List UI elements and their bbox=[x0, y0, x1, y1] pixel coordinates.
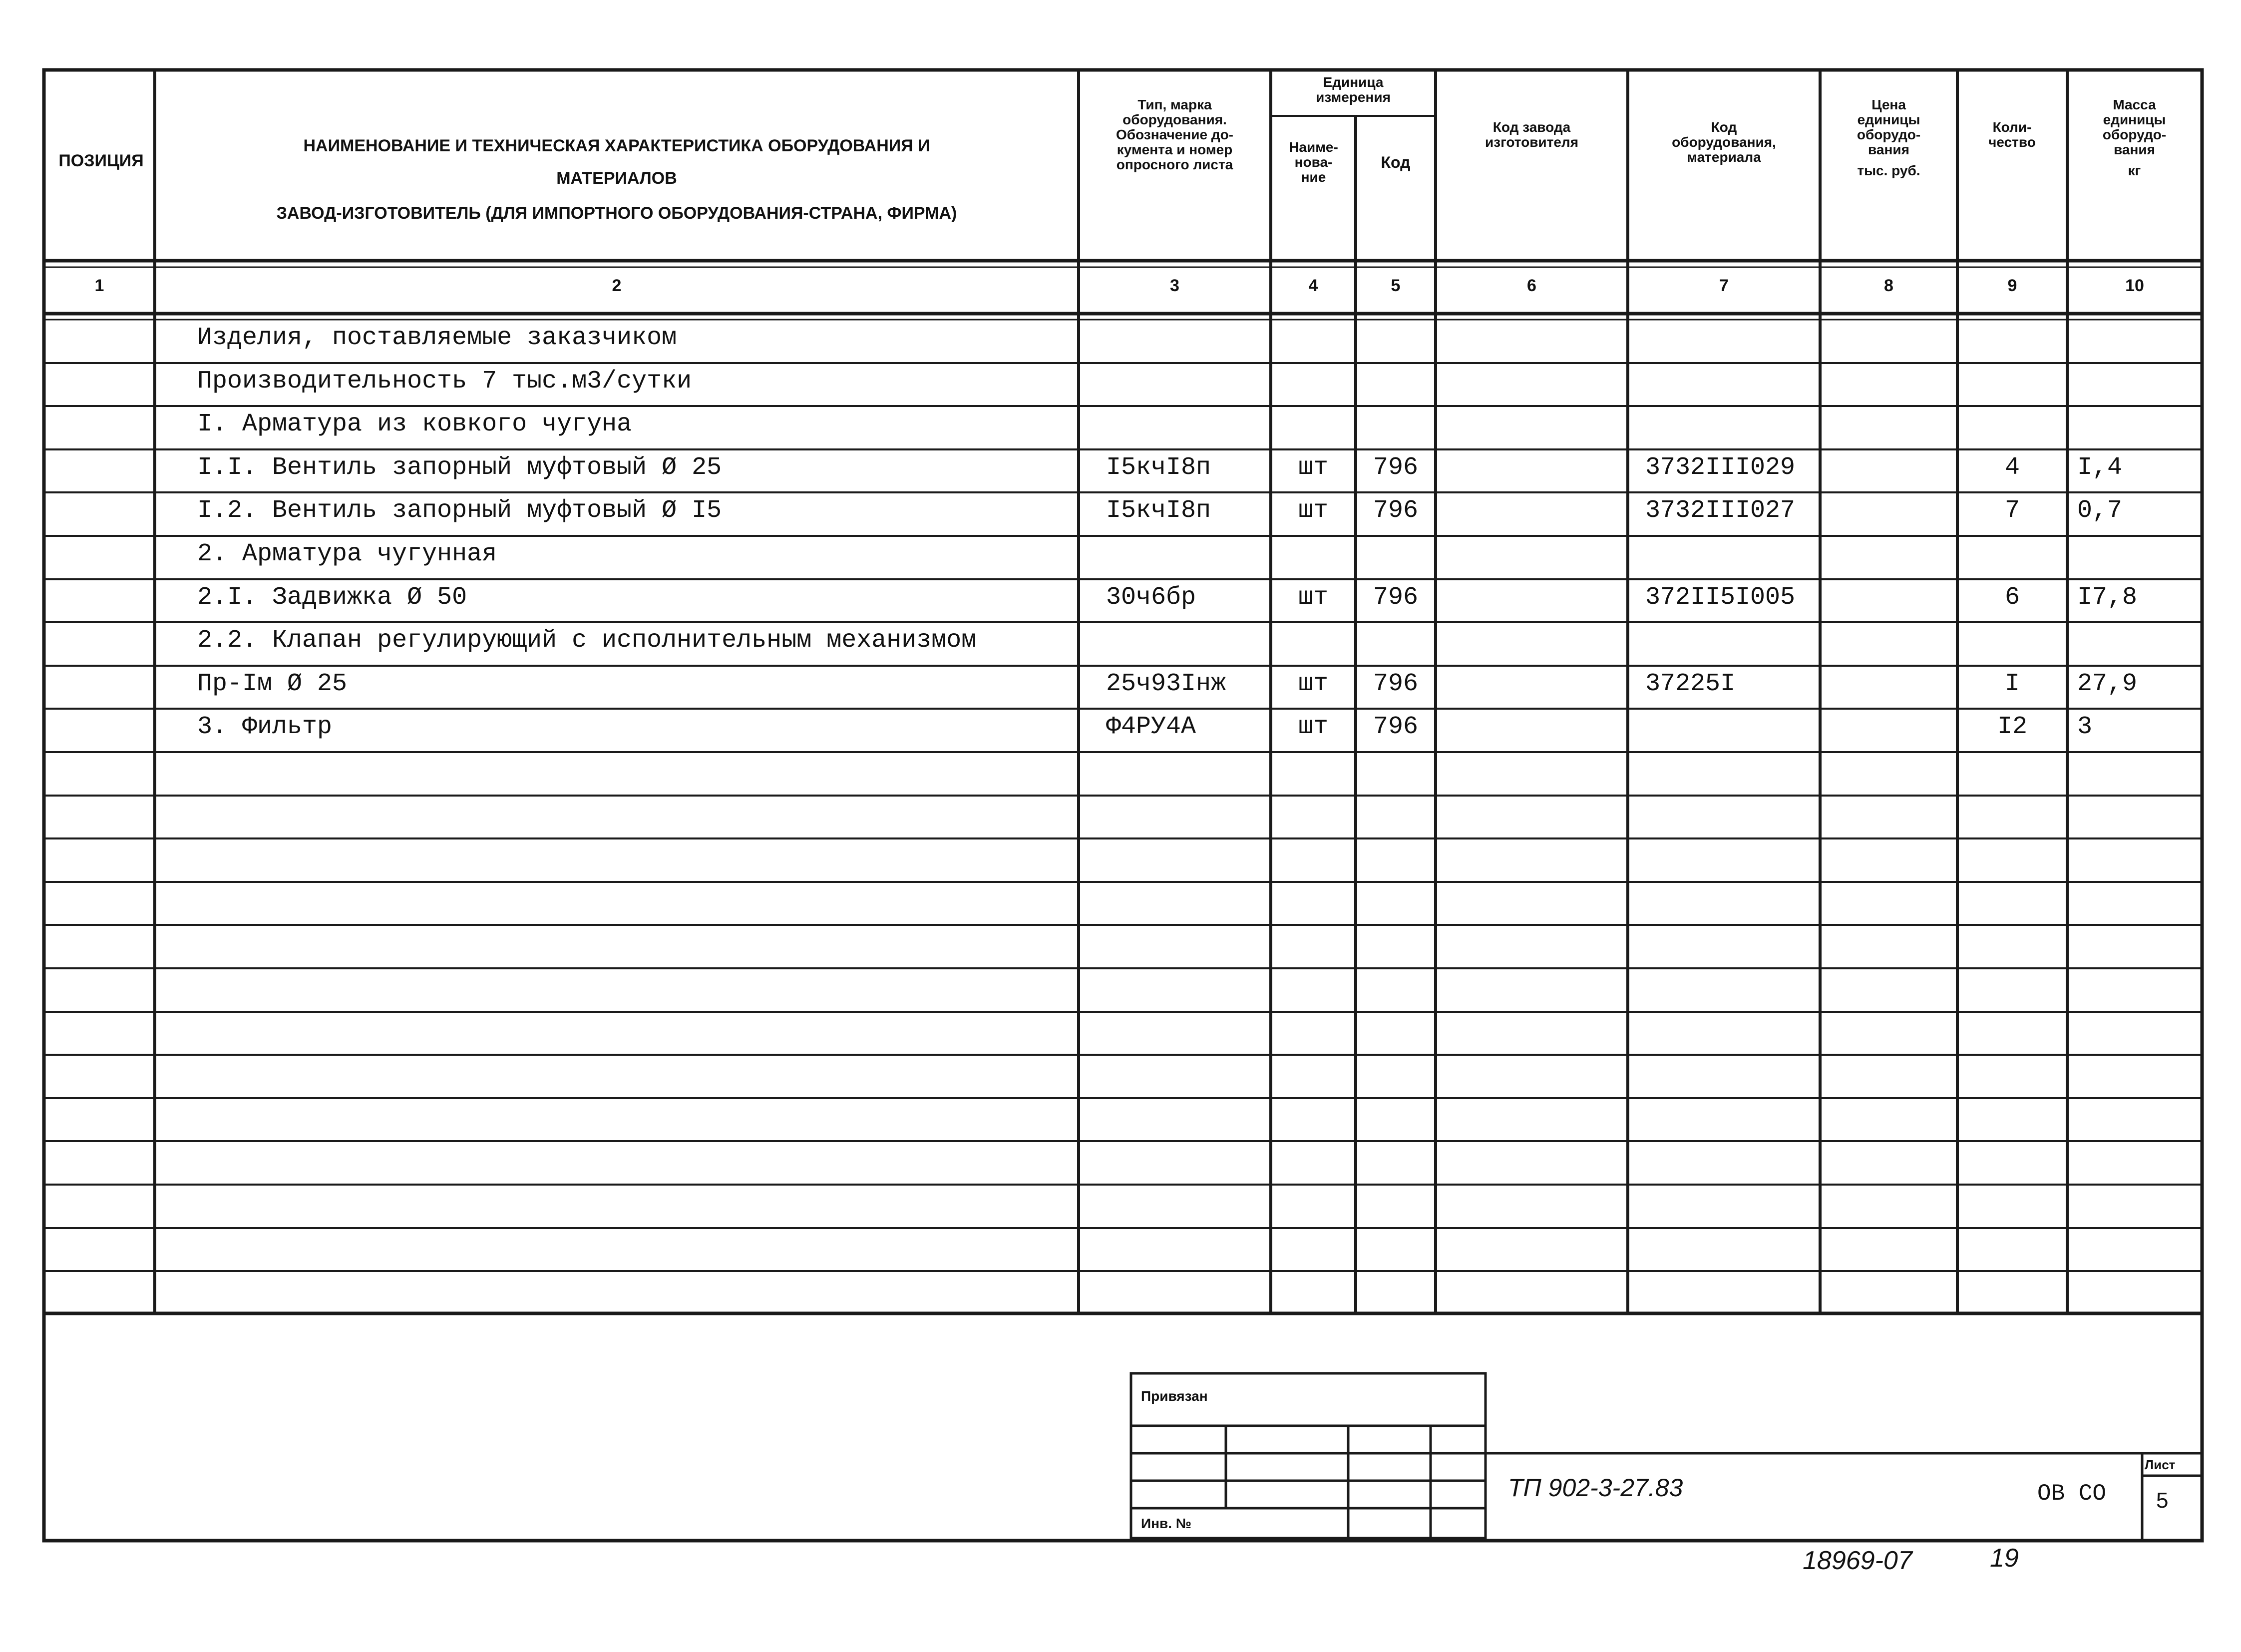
row-6-code: 796 bbox=[1373, 583, 1418, 612]
colnum-4: 4 bbox=[1308, 276, 1318, 295]
row-3-eq_code: 3732III029 bbox=[1645, 453, 1796, 482]
row-8-eq_code: 37225I bbox=[1645, 670, 1736, 698]
row-8-type: 25ч93Iнж bbox=[1106, 670, 1226, 698]
header-name-line1: НАИМЕНОВАНИЕ И ТЕХНИЧЕСКАЯ ХАРАКТЕРИСТИКА ОБОРУДОВАНИЯ И bbox=[303, 136, 930, 155]
header-equipment-code: Код оборудования, материала bbox=[1672, 119, 1776, 165]
colnum-10: 10 bbox=[2125, 276, 2144, 295]
row-9-type: Ф4РУ4А bbox=[1106, 713, 1196, 741]
header-maker-code: Код завода изготовителя bbox=[1485, 119, 1579, 150]
row-6-name: 2.I. Задвижка Ø 50 bbox=[197, 583, 467, 612]
row-4-type: I5кчI8п bbox=[1106, 496, 1211, 525]
row-9-unit: шт bbox=[1298, 713, 1328, 741]
row-4-code: 796 bbox=[1373, 496, 1418, 525]
colnum-5: 5 bbox=[1391, 276, 1401, 295]
row-8-qty: I bbox=[2004, 670, 2020, 698]
colnum-2: 2 bbox=[612, 276, 622, 295]
header-unit-name: Наиме- нова- ние bbox=[1289, 139, 1338, 185]
row-4-unit: шт bbox=[1298, 496, 1328, 525]
row-3-unit: шт bbox=[1298, 453, 1328, 482]
row-3-name: I.I. Вентиль запорный муфтовый Ø 25 bbox=[197, 453, 722, 482]
row-8-unit: шт bbox=[1298, 670, 1328, 698]
colnum-3: 3 bbox=[1170, 276, 1179, 295]
row-4-qty: 7 bbox=[2004, 496, 2020, 525]
stamp-sheet-label: Лист bbox=[2145, 1457, 2176, 1472]
row-2-name: I. Арматура из ковкого чугуна bbox=[197, 410, 632, 438]
row-6-mass: I7,8 bbox=[2077, 583, 2138, 612]
header-quantity: Коли- чество bbox=[1988, 119, 2036, 150]
header-name-line3: ЗАВОД-ИЗГОТОВИТЕЛЬ (ДЛЯ ИМПОРТНОГО ОБОРУДОВАНИЯ-СТРАНА, ФИРМА) bbox=[276, 204, 957, 223]
page-number: 19 bbox=[1990, 1544, 2019, 1573]
row-0-name: Изделия, поставляемые заказчиком bbox=[197, 324, 677, 352]
row-6-eq_code: 372II5I005 bbox=[1645, 583, 1796, 612]
row-6-type: 30ч6бр bbox=[1106, 583, 1196, 612]
row-9-name: 3. Фильтр bbox=[197, 713, 333, 741]
stamp-privyazan: Привязан bbox=[1141, 1388, 1208, 1404]
archive-number: 18969-07 bbox=[1803, 1546, 1912, 1575]
row-4-eq_code: 3732III027 bbox=[1645, 496, 1796, 525]
colnum-6: 6 bbox=[1527, 276, 1536, 295]
row-8-name: Пр-Iм Ø 25 bbox=[197, 670, 348, 698]
header-type: Тип, марка оборудования. Обозначение до- кумента и номер опросного листа bbox=[1116, 97, 1234, 172]
row-9-qty: I2 bbox=[1997, 713, 2027, 741]
stamp-section: ОВ СО bbox=[2037, 1481, 2107, 1507]
row-3-qty: 4 bbox=[2004, 453, 2020, 482]
stamp-doc-code: ТП 902-3-27.83 bbox=[1508, 1474, 1683, 1502]
row-8-code: 796 bbox=[1373, 670, 1418, 698]
stamp-inv-no: Инв. № bbox=[1141, 1516, 1192, 1531]
header-price: Цена единицы оборудо- вания тыс. руб. bbox=[1857, 97, 1921, 178]
header-unit: Единица измерения bbox=[1316, 74, 1391, 105]
colnum-8: 8 bbox=[1884, 276, 1893, 295]
header-mass: Масса единицы оборудо- вания кг bbox=[2102, 97, 2167, 178]
colnum-1: 1 bbox=[94, 276, 104, 295]
row-4-mass: 0,7 bbox=[2077, 496, 2123, 525]
header-name-line2: МАТЕРИАЛОВ bbox=[556, 169, 677, 188]
row-6-qty: 6 bbox=[2004, 583, 2020, 612]
row-1-name: Производительность 7 тыс.м3/сутки bbox=[197, 367, 692, 396]
row-9-mass: 3 bbox=[2077, 713, 2093, 741]
row-5-name: 2. Арматура чугунная bbox=[197, 540, 497, 568]
header-unit-code: Код bbox=[1381, 153, 1411, 171]
row-7-name: 2.2. Клапан регулирующий с исполнительным механизмом bbox=[197, 626, 977, 655]
row-3-code: 796 bbox=[1373, 453, 1418, 482]
row-4-name: I.2. Вентиль запорный муфтовый Ø I5 bbox=[197, 496, 722, 525]
stamp-sheet-value: 5 bbox=[2156, 1488, 2169, 1513]
row-9-code: 796 bbox=[1373, 713, 1418, 741]
colnum-7: 7 bbox=[1719, 276, 1729, 295]
row-6-unit: шт bbox=[1298, 583, 1328, 612]
row-3-type: I5кчI8п bbox=[1106, 453, 1211, 482]
header-position: ПОЗИЦИЯ bbox=[58, 151, 144, 170]
row-3-mass: I,4 bbox=[2077, 453, 2123, 482]
colnum-9: 9 bbox=[2007, 276, 2017, 295]
row-8-mass: 27,9 bbox=[2077, 670, 2138, 698]
